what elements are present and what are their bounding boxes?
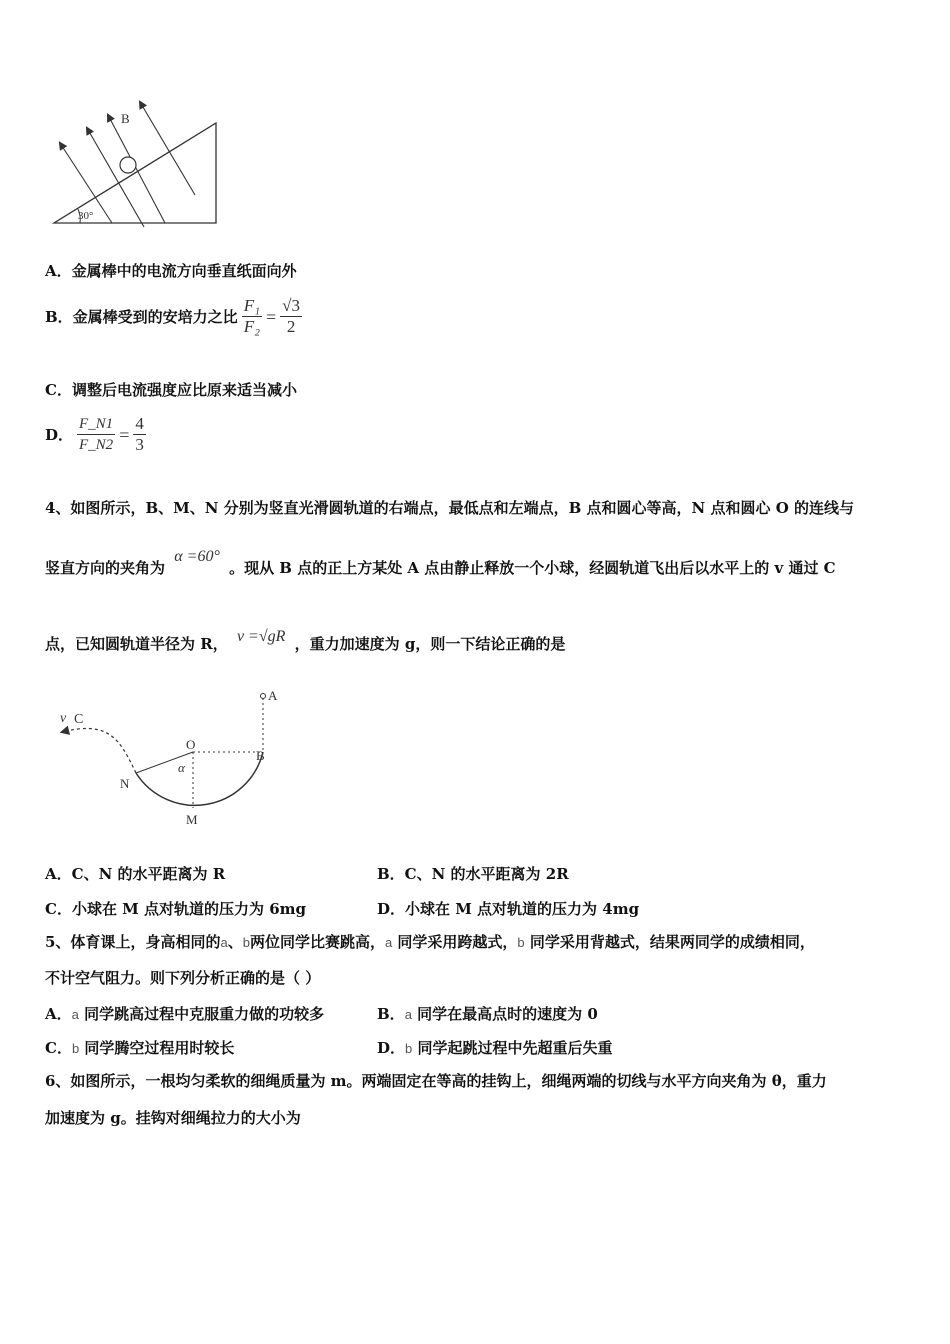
- q6-line-1: 6、如图所示，一根均匀柔软的细绳质量为 m。两端固定在等高的挂钩上，细绳两端的切线与水平方向夹角为 θ，重力: [45, 1072, 827, 1090]
- angle-label: 30°: [78, 210, 94, 222]
- q5-line-1a: 5、体育课上，身高相同的: [45, 933, 221, 951]
- q4-line-1: 4、如图所示，B、M、N 分别为竖直光滑圆轨道的右端点，最低点和左端点，B 点和圆心等高，N 点和圆心 O 的连线与: [45, 499, 855, 517]
- q5-line-1c: 两位同学比赛跳高，: [249, 933, 385, 951]
- q5-a-letter: a: [71, 1007, 79, 1022]
- q5-option-c: [45, 1038, 234, 1059]
- incline-figure: [40, 95, 230, 245]
- q3-option-c: C．调整后电流强度应比原来适当减小: [45, 381, 297, 399]
- fig-label-v: v: [60, 711, 67, 726]
- q3-b-num: F₁: [243, 296, 260, 315]
- q4-line-2b: 。现从 B 点的正上方某处 A 点由静止释放一个小球，经圆轨道飞出后以水平上的 v 通过 C: [229, 559, 836, 577]
- q4-alpha-math: α =60°: [174, 548, 220, 565]
- q5-d-letter: b: [405, 1041, 413, 1056]
- q3-d-num: F_N1: [77, 414, 115, 435]
- q3-d-rnum: 4: [135, 414, 144, 433]
- label-b: B: [121, 111, 130, 126]
- field-line: [108, 115, 165, 223]
- q5-option-b: [377, 1004, 598, 1025]
- track-figure: [50, 680, 290, 830]
- q5-a-text: 同学跳高过程中克服重力做的功较多: [78, 1005, 325, 1023]
- q4-line-3a: 点，已知圆轨道半径为 R，: [45, 635, 228, 653]
- q4-line-3: [45, 628, 566, 655]
- q3-option-d-text: D．: [45, 425, 74, 444]
- q5-b-text: 同学在最高点时的速度为 0: [411, 1005, 598, 1023]
- q3-option-a: A．金属棒中的电流方向垂直纸面向外: [45, 262, 297, 280]
- q5-b-pre: B．: [377, 1005, 405, 1023]
- field-line: [140, 102, 195, 195]
- q5-letter-a: a: [220, 935, 228, 950]
- q5-line-1d: 同学采用跨越式，: [392, 933, 518, 951]
- fig-label-a: A: [268, 688, 278, 703]
- q3-d-den: F_N2: [79, 437, 114, 453]
- q3-b-rden: 2: [286, 317, 296, 336]
- q5-letter-b: b: [242, 935, 250, 950]
- fig-label-o: O: [186, 737, 196, 752]
- q3-b-fraction-left: [242, 296, 262, 337]
- q5-d-text: 同学起跳过程中先超重后失重: [412, 1039, 613, 1057]
- q4-option-a: A．C、N 的水平距离为 R: [45, 865, 226, 883]
- fig-label-c: C: [74, 712, 84, 727]
- q3-d-fraction-right: [133, 414, 146, 455]
- q3-b-den: F₂: [243, 317, 260, 336]
- field-line: [87, 128, 144, 227]
- ball-a: [261, 694, 266, 699]
- fig-label-alpha: α: [178, 760, 185, 775]
- q3-b-eq: =: [265, 306, 277, 327]
- q5-line-1e: 同学采用背越式，结果两同学的成绩相同，: [524, 933, 815, 951]
- incline-triangle: [54, 123, 216, 223]
- fig-label-m: M: [186, 812, 198, 827]
- metal-rod: [120, 157, 136, 173]
- q3-d-fraction-left: [77, 414, 115, 455]
- q3-d-rden: 3: [135, 435, 144, 454]
- q5-letter-a2: a: [384, 935, 393, 950]
- q5-c-letter: b: [71, 1041, 80, 1056]
- fig-label-n: N: [120, 776, 130, 791]
- q5-d-pre: D．: [377, 1039, 406, 1057]
- q4-line-2a: 竖直方向的夹角为: [45, 559, 166, 577]
- q3-d-eq: =: [119, 424, 130, 445]
- q5-line-1b: 、: [227, 933, 243, 951]
- q6-line-2: 加速度为 g。挂钩对细绳拉力的大小为: [45, 1109, 301, 1127]
- q5-b-letter: a: [404, 1007, 412, 1022]
- q5-letter-b2: b: [517, 935, 525, 950]
- q5-a-pre: A．: [45, 1005, 72, 1023]
- q4-option-b: B．C、N 的水平距离为 2R: [377, 865, 569, 883]
- q5-c-text: 同学腾空过程用时较长: [79, 1039, 235, 1057]
- q3-b-fraction-right: [280, 296, 302, 337]
- q4-v-math: v =√gR: [236, 628, 286, 645]
- q3-option-b-text: B．金属棒受到的安培力之比: [45, 307, 238, 326]
- q5-c-pre: C．: [45, 1039, 72, 1057]
- q4-option-d: D．小球在 M 点对轨道的压力为 4mg: [377, 900, 640, 918]
- trajectory: [62, 728, 136, 773]
- q4-line-2: [45, 548, 836, 579]
- q4-line-3b: ，重力加速度为 g，则一下结论正确的是: [294, 635, 566, 653]
- q5-option-d: [377, 1038, 612, 1059]
- q3-option-b: [45, 296, 302, 337]
- q5-line-2: 不计空气阻力。则下列分析正确的是（ ）: [45, 969, 321, 987]
- q4-option-c: C．小球在 M 点对轨道的压力为 6mg: [45, 900, 307, 918]
- q3-option-d: [45, 414, 146, 455]
- q3-b-rnum: √3: [282, 296, 300, 315]
- q5-line-1: [45, 932, 815, 953]
- q5-option-a: [45, 1004, 324, 1025]
- fig-label-b: B: [256, 748, 265, 763]
- circular-track: [136, 752, 263, 805]
